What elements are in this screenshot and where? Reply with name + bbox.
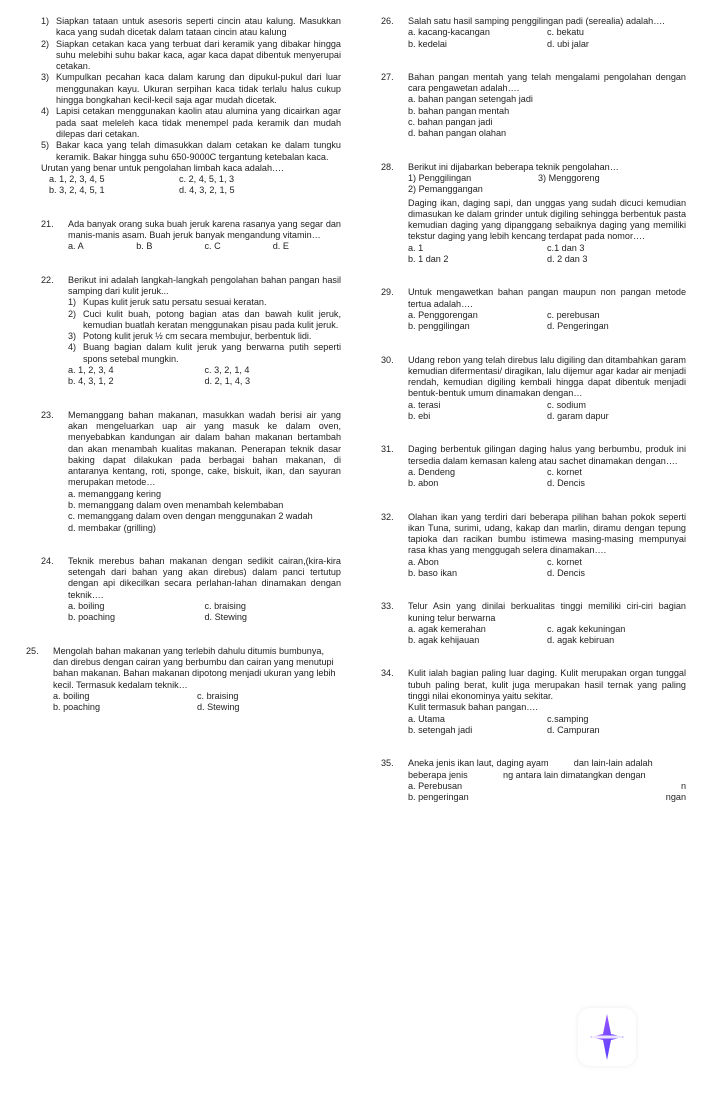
technique: 3) Menggoreng bbox=[538, 172, 600, 183]
option: c. memanggang dalam oven dengan menggunakan 2 wadah bbox=[68, 511, 313, 522]
options bbox=[381, 400, 686, 423]
option: b. poaching bbox=[53, 702, 101, 713]
options bbox=[381, 27, 686, 50]
option: b. setengah jadi bbox=[408, 724, 473, 735]
option: c. 2, 4, 5, 1, 3 bbox=[179, 174, 235, 185]
option: a. Abon bbox=[408, 556, 439, 567]
options bbox=[41, 601, 341, 624]
option: a. Utama bbox=[408, 713, 445, 724]
option: a. Penggorengan bbox=[408, 309, 478, 320]
question-29: 29. Untuk mengawetkan bahan pangan maupun non pangan metode tertua adalah…. a. Penggorengan c. perebusan b. penggilingan d. Pengeringan bbox=[381, 287, 686, 332]
intro-step-5: 5) Bakar kaca yang telah dimasukkan dalam cetakan ke dalam tungku keramik. Bakar hingga suhu 650-9000C tergantung ketebalan kaca. bbox=[41, 140, 341, 162]
question-26: 26. Salah satu hasil samping penggilingan padi (serealia) adalah…. a. kacang-kacangan c. bekatu b. kedelai d. ubi jalar bbox=[381, 16, 686, 50]
intro-step-2: 2) Siapkan cetakan kaca yang terbuat dari keramik yang dibakar hingga suhu melebihi suhu bakar kaca, agar kaca dapat dibentuk menyerupai cetakan. bbox=[41, 38, 341, 72]
options bbox=[381, 624, 686, 647]
option: b. pengeringan bbox=[408, 792, 469, 803]
option: a. 1, 2, 3, 4, 5 bbox=[49, 174, 105, 185]
option: b. 1 dan 2 bbox=[408, 254, 449, 265]
option: c. kornet bbox=[547, 466, 582, 477]
q28-techniques bbox=[381, 173, 686, 196]
option: d. 2, 1, 4, 3 bbox=[204, 376, 250, 387]
question-30: 30. Udang rebon yang telah direbus lalu digiling dan ditambahkan garam kemudian difermentasi/ diragikan, lalu dijemur agar kadar air menjadi rendah, kemudian digiling kembali hingga dapat dibentuk menjadi bentuk-bentuk umum dinamakan dengan… a. terasi c. sodium b. ebi d. garam dapur bbox=[381, 354, 687, 422]
option: c. 3, 2, 1, 4 bbox=[204, 365, 250, 376]
option: ngan bbox=[665, 792, 686, 803]
options bbox=[26, 691, 341, 714]
intro-step-3: 3) Kumpulkan pecahan kaca dalam karung dan dipukul-pukul dari luar menggunakan kayu. Ukuran serpihan kaca tidak terlalu halus cukup hingga bongkahan kecil-kecil saja agar mudah dicetak. bbox=[41, 72, 341, 106]
intro-question: Urutan yang benar untuk pengolahan limbah kaca adalah…. bbox=[41, 162, 284, 173]
option: c. perebusan bbox=[547, 309, 600, 320]
question-27: 27. Bahan pangan mentah yang telah mengalami pengolahan dengan cara pengawetan adalah…. a. bahan pangan setengah jadi b. bahan pangan mentah c. bahan pangan jadi d. bahan pangan olahan bbox=[381, 71, 686, 139]
option: d. bahan pangan olahan bbox=[408, 128, 507, 139]
options bbox=[381, 94, 686, 139]
right-column bbox=[381, 16, 692, 803]
option: c.samping bbox=[547, 713, 589, 724]
option: b. B bbox=[136, 241, 153, 252]
option: d. Dencis bbox=[547, 478, 585, 489]
q22-step: 2) Cuci kulit buah, potong bagian atas dan bawah kulit jeruk, kemudian buatlah keratan menggunakan pisau pada kulit jeruk. bbox=[68, 308, 341, 330]
option: a. agak kemerahan bbox=[408, 623, 486, 634]
option: d. garam dapur bbox=[547, 411, 609, 422]
option: d. Dencis bbox=[547, 567, 585, 578]
options bbox=[381, 310, 686, 333]
option: c. braising bbox=[197, 690, 239, 701]
q22-steps bbox=[41, 297, 341, 365]
intro-steps bbox=[41, 16, 341, 163]
q28-passage: Daging ikan, daging sapi, dan unggas yang sudah dicuci kemudian dimasukan ke dalam grinder untuk digiling sehingga berbentuk pasta kemudian daging yang dipanggang sebaiknya daging yang memiliki tekstur daging yang lebih kencang terdapat pada nomor…. bbox=[408, 197, 686, 242]
q34-subtext: Kulit termasuk bahan pangan…. bbox=[408, 702, 538, 713]
option: c. C bbox=[204, 241, 221, 252]
option: a. A bbox=[68, 241, 84, 252]
left-column bbox=[26, 16, 341, 713]
option: c. agak kekuningan bbox=[547, 623, 626, 634]
app-logo-icon bbox=[578, 1008, 636, 1066]
option: b. abon bbox=[408, 478, 439, 489]
question-24: 24. Teknik merebus bahan makanan dengan sedikit cairan,(kira-kira setengah dari bahan yang akan direbus) dalam panci tertutup dengan api dikecilkan secara perlahan-lahan dinamakan dengan teknik…. a. boiling c. braising b. poaching d. Stewing bbox=[41, 555, 341, 623]
intro-step-1: 1) Siapkan tataan untuk asesoris seperti cincin atau kalung. Masukkan kaca yang sudah dicetak dalam tataan cincin atau kalung bbox=[41, 16, 341, 38]
option: c. braising bbox=[204, 601, 246, 612]
option: a. 1 bbox=[408, 242, 424, 253]
option: d. 4, 3, 2, 1, 5 bbox=[179, 185, 235, 196]
options bbox=[381, 714, 686, 737]
option: b. ebi bbox=[408, 411, 431, 422]
option: d. agak kebiruan bbox=[547, 635, 615, 646]
question-28: 28. Berikut ini dijabarkan beberapa teknik pengolahan… 1) Penggilingan 3) Menggoreng 2) Pemanggangan Daging ikan, daging sapi, dan unggas yang sudah dicuci kemudian dimasukan ke dalam grinder untuk digiling sehingga berbentuk pasta kemudian daging yang dipanggang sebaiknya daging yang memiliki tekstur daging yang lebih kencang terdapat pada nomor…. a. 1 c.1 dan 3 b. 1 dan 2 d. 2 dan 3 bbox=[381, 161, 686, 265]
intro-step-4: 4) Lapisi cetakan menggunakan kaolin atau alumina yang dicairkan agar pada saat meleleh kaca tidak menempel pada keramik dan mudah dilepas dari cetakan. bbox=[41, 106, 341, 139]
option: a. memanggang kering bbox=[68, 488, 162, 499]
option: d. Stewing bbox=[197, 702, 240, 713]
question-23: 23. Memanggang bahan makanan, masukkan wadah berisi air yang akan mengeluarkan uap air yang masuk ke dalam oven, menyebabkan kandungan air dalam bahan makanan bertambah dan akan menambah kualitas makanan. Penerapan teknik dasar baking dapat dilakukan pada berbagai bahan makanan, di antaranya kentang, roti, sponge, cake, biskuit, ikan, dan sayuran merupakan metode… a. memanggang kering b. memanggang dalam oven menambah kelembaban c. memanggang dalam oven dengan menggunakan 2 wadah d. membakar (grilling) bbox=[41, 409, 341, 533]
question-33: 33. Telur Asin yang dinilai berkualitas tinggi memiliki ciri-ciri bagian kuning telur berwarna a. agak kemerahan c. agak kekuningan b. agak kehijauan d. agak kebiruan bbox=[381, 601, 686, 646]
question-31: 31. Daging berbentuk gilingan daging halus yang berbumbu, produk ini tersedia dalam kemasan kaleng atau sachet dinamakan dengan…. a. Dendeng c. kornet b. abon d. Dencis bbox=[381, 444, 686, 489]
q22-step: 1) Kupas kulit jeruk satu persatu sesuai keratan. bbox=[68, 297, 267, 308]
technique: 1) Penggilingan bbox=[408, 172, 472, 183]
option: d. 2 dan 3 bbox=[547, 254, 588, 265]
option: b. 3, 2, 4, 5, 1 bbox=[49, 185, 105, 196]
option: b. baso ikan bbox=[408, 567, 458, 578]
option: c. bekatu bbox=[547, 27, 584, 38]
option: c. sodium bbox=[547, 399, 586, 410]
question-34: 34. Kulit ialah bagian paling luar daging. Kulit merupakan organ tunggal tubuh paling berat, kulit juga merupakan hasil ternak yang paling tinggi nilai ekonominya yaitu sekitar. Kulit termasuk bahan pangan…. a. Utama c.samping b. setengah jadi d. Campuran bbox=[381, 668, 686, 735]
question-21: 21. Ada banyak orang suka buah jeruk karena rasanya yang segar dan manis-manis asam. Buah jeruk banyak mengandung vitamin… a. A b. B c. C d. E bbox=[41, 218, 341, 252]
option: c. kornet bbox=[547, 556, 582, 567]
q22-step: 4) Buang bagian dalam kulit jeruk yang berwarna putih seperti spons setebal mungkin. bbox=[68, 342, 341, 364]
option: d. E bbox=[272, 241, 289, 252]
option: a. 1, 2, 3, 4 bbox=[68, 365, 114, 376]
option: b. bahan pangan mentah bbox=[408, 105, 510, 116]
option: d. Campuran bbox=[547, 724, 600, 735]
options bbox=[41, 365, 341, 388]
option: a. terasi bbox=[408, 399, 441, 410]
option: d. membakar (grilling) bbox=[68, 522, 156, 533]
intro-options bbox=[41, 174, 341, 197]
options bbox=[381, 467, 686, 490]
option: n bbox=[680, 780, 686, 791]
option: a. boiling bbox=[53, 690, 90, 701]
option: a. bahan pangan setengah jadi bbox=[408, 94, 533, 105]
option: a. Dendeng bbox=[408, 466, 456, 477]
option: b. 4, 3, 1, 2 bbox=[68, 376, 114, 387]
q22-step: 3) Potong kulit jeruk ½ cm secara membujur, berbentuk lidi. bbox=[68, 331, 312, 342]
option: c.1 dan 3 bbox=[547, 242, 585, 253]
sparkle-logo-icon bbox=[578, 1008, 636, 1066]
technique: 2) Pemanggangan bbox=[408, 184, 483, 195]
option: a. kacang-kacangan bbox=[408, 27, 490, 38]
options bbox=[381, 557, 686, 580]
options bbox=[381, 243, 686, 266]
options bbox=[41, 241, 341, 252]
option: d. Pengeringan bbox=[547, 321, 609, 332]
options bbox=[41, 489, 341, 534]
question-32: 32. Olahan ikan yang terdiri dari beberapa pilihan bahan pokok seperti ikan Tuna, surimi, udang, kakap dan marlin, diramu dengan tepung tapioka dan racikan bumbu istimewa masing-masing mempunyai rasa khas yang menggugah selera dinamakan…. a. Abon c. kornet b. baso ikan d. Dencis bbox=[381, 511, 686, 578]
option: a. boiling bbox=[68, 601, 105, 612]
option: a. Perebusan bbox=[408, 780, 463, 791]
question-22: 22. Berikut ini adalah langkah-langkah pengolahan bahan pangan hasil samping dari kulit jeruk... 1) Kupas kulit jeruk satu persatu sesuai keratan. 2) Cuci kulit buah, potong bagian atas dan bawah kulit jeruk, kemudian buatlah keratan menggunakan pisau pada kulit jeruk. 3) Potong kulit jeruk ½ cm secara membujur, berbentuk lidi. 4) Buang bagian dalam kulit jeruk yang berwarna putih seperti spons setebal mungkin. a. 1, 2, 3, 4 c. 3, 2, 1, 4 b. 4, 3, 1, 2 d. 2, 1, 4, 3 bbox=[41, 274, 341, 387]
question-35: 35. Aneka jenis ikan laut, daging ayam dan lain-lain adalah beberapa jenis ng antara lain dimatangkan dengan a. Perebusan n b. pengeringan ngan bbox=[381, 758, 692, 803]
option: d. Stewing bbox=[204, 612, 247, 623]
options bbox=[381, 781, 686, 804]
question-25: 25. Mengolah bahan makanan yang terlebih dahulu ditumis bumbunya, dan direbus dengan cairan yang berbumbu dan cairan yang menutupi bahan makanan. Bahan makanan dipotong menjadi ukuran yang lebih kecil. Termasuk kedalam teknik… a. boiling c. braising b. poaching d. Stewing bbox=[26, 646, 341, 714]
option: b. poaching bbox=[68, 612, 116, 623]
option: b. memanggang dalam oven menambah kelembaban bbox=[68, 499, 284, 510]
option: b. agak kehijauan bbox=[408, 635, 480, 646]
option: d. ubi jalar bbox=[547, 38, 589, 49]
option: b. penggilingan bbox=[408, 321, 470, 332]
option: c. bahan pangan jadi bbox=[408, 117, 493, 128]
option: b. kedelai bbox=[408, 38, 447, 49]
